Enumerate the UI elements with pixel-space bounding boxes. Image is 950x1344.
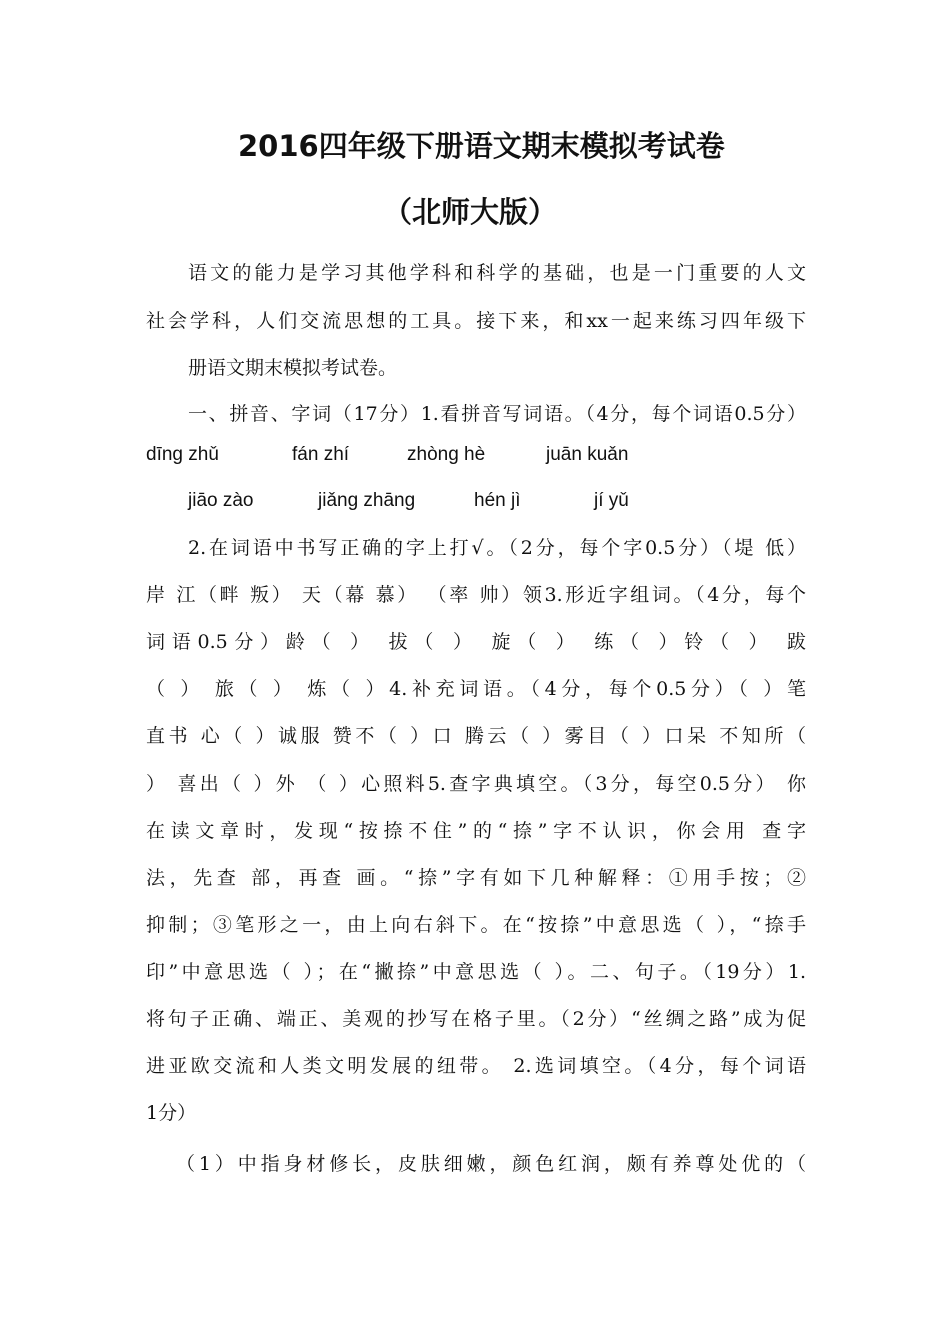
section1-heading: 一、拼音、字词（17分）1.看拼音写词语。（4分，每个词语0.5分） xyxy=(188,403,806,425)
document-subtitle: （北师大版） xyxy=(383,195,558,229)
body-line: 抑制；③笔形之一，由上向右斜下。在“按捺”中意思选（ ），“捺手 xyxy=(146,914,806,936)
pinyin-item: jiāo zào xyxy=(188,490,254,511)
intro-line-1: 语文的能力是学习其他学科和科学的基础，也是一门重要的人文 xyxy=(188,262,806,284)
pinyin-item: dīng zhǔ xyxy=(146,444,219,465)
body-line: 法，先查 部，再查 画。“捺”字有如下几种解释：①用手按；② xyxy=(146,867,806,889)
body-line: 2.在词语中书写正确的字上打√。（2分，每个字0.5分）（堤 低） xyxy=(188,537,806,559)
question-line: （1）中指身材修长，皮肤细嫩，颜色红润，颇有养尊处优的（ xyxy=(176,1153,806,1175)
pinyin-item: juān kuǎn xyxy=(546,444,629,465)
intro-line-3: 册语文期末模拟考试卷。 xyxy=(188,357,398,379)
intro-line-2: 社会学科，人们交流思想的工具。接下来，和xx一起来练习四年级下 xyxy=(146,310,806,332)
pinyin-item: hén jì xyxy=(474,490,521,511)
pinyin-item: jiǎng zhāng xyxy=(318,490,416,511)
body-line: ） 喜出（ ）外 （ ）心照料5.查字典填空。（3分，每空0.5分） 你 xyxy=(146,773,806,795)
pinyin-item: zhòng hè xyxy=(407,444,486,465)
body-line: 进亚欧交流和人类文明发展的纽带。 2.选词填空。（4分，每个词语 xyxy=(146,1055,806,1077)
body-line: 印”中意思选（ ）；在“撇捺”中意思选（ ）。二、句子。（19分）1. xyxy=(146,961,806,983)
body-line: 1分） xyxy=(146,1102,197,1124)
body-line: （ ） 旅（ ） 炼（ ）4.补充词语。（4分，每个0.5分）（ ）笔 xyxy=(146,678,806,700)
body-line: 在读文章时，发现“按捺不住”的“捺”字不认识，你会用 查字 xyxy=(146,820,806,842)
body-line: 将句子正确、端正、美观的抄写在格子里。（2分）“丝绸之路”成为促 xyxy=(146,1008,806,1030)
document-title: 2016四年级下册语文期末模拟考试卷 xyxy=(238,129,725,163)
body-line: 直书 心（ ）诚服 赞不（ ）口 腾云（ ）雾目（ ）口呆 不知所（ xyxy=(146,725,806,747)
body-line: 词语0.5分）龄（ ） 拔（ ） 旋（ ） 练（ ）铃（ ） 跋 xyxy=(146,631,806,653)
pinyin-item: fán zhí xyxy=(292,444,350,465)
body-line: 岸 江（畔 叛） 天（幕 慕） （率 帅）领3.形近字组词。（4分，每个 xyxy=(146,584,806,606)
pinyin-item: jí yǔ xyxy=(594,490,629,511)
